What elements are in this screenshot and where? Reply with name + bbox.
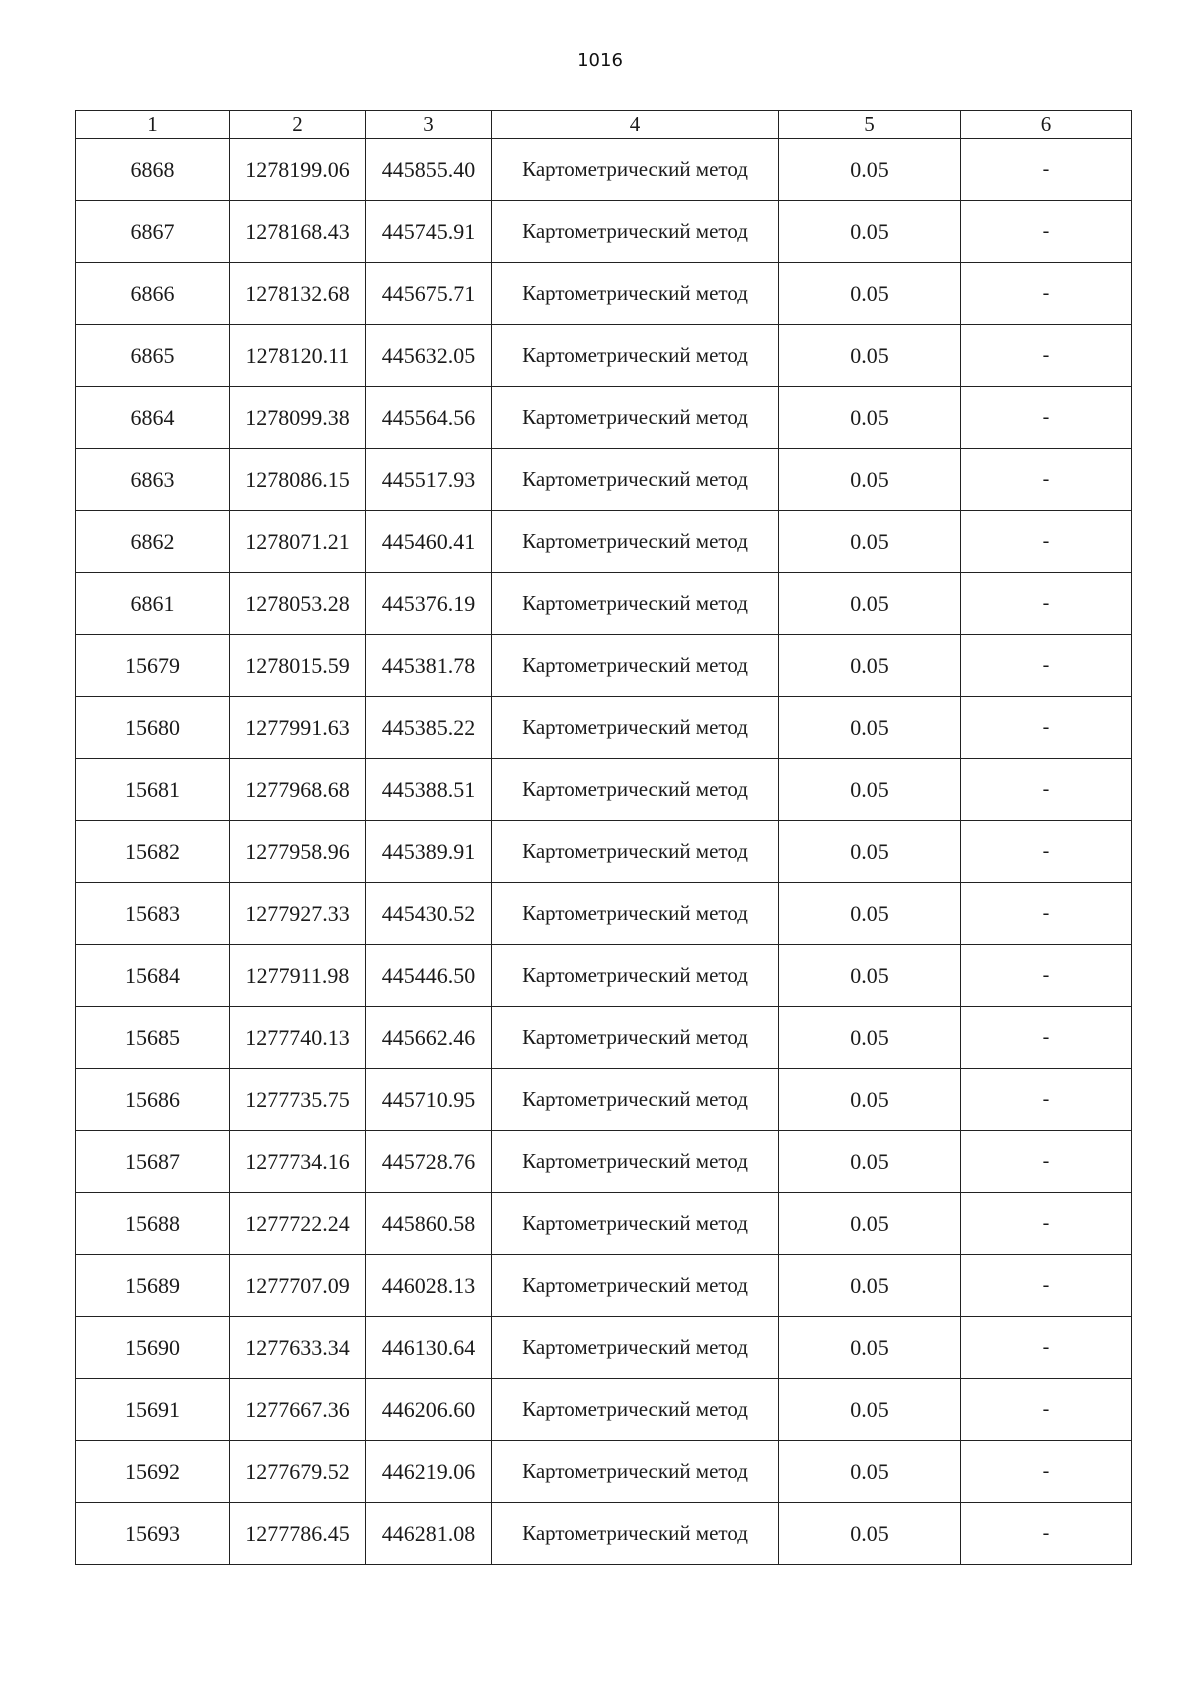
cell-note: - bbox=[961, 449, 1132, 511]
cell-accuracy: 0.05 bbox=[779, 1007, 961, 1069]
cell-accuracy: 0.05 bbox=[779, 1441, 961, 1503]
table-row bbox=[76, 759, 1132, 821]
table-row bbox=[76, 1069, 1132, 1131]
cell-point-number: 15687 bbox=[76, 1131, 230, 1193]
table-row bbox=[76, 573, 1132, 635]
cell-point-number: 6866 bbox=[76, 263, 230, 325]
cell-x-coordinate: 1277927.33 bbox=[230, 883, 366, 945]
cell-x-coordinate: 1278120.11 bbox=[230, 325, 366, 387]
cell-accuracy: 0.05 bbox=[779, 449, 961, 511]
cell-point-number: 15688 bbox=[76, 1193, 230, 1255]
cell-y-coordinate: 445446.50 bbox=[366, 945, 492, 1007]
table-row bbox=[76, 1131, 1132, 1193]
cell-accuracy: 0.05 bbox=[779, 1069, 961, 1131]
cell-method: Картометрический метод bbox=[492, 1379, 779, 1441]
cell-method: Картометрический метод bbox=[492, 1007, 779, 1069]
cell-method: Картометрический метод bbox=[492, 821, 779, 883]
cell-method: Картометрический метод bbox=[492, 1317, 779, 1379]
cell-x-coordinate: 1278099.38 bbox=[230, 387, 366, 449]
cell-y-coordinate: 445860.58 bbox=[366, 1193, 492, 1255]
cell-accuracy: 0.05 bbox=[779, 821, 961, 883]
cell-point-number: 6862 bbox=[76, 511, 230, 573]
cell-y-coordinate: 445745.91 bbox=[366, 201, 492, 263]
cell-accuracy: 0.05 bbox=[779, 1379, 961, 1441]
cell-point-number: 15683 bbox=[76, 883, 230, 945]
table-row bbox=[76, 387, 1132, 449]
cell-note: - bbox=[961, 511, 1132, 573]
table-row bbox=[76, 201, 1132, 263]
column-header-6: 6 bbox=[961, 111, 1132, 139]
cell-note: - bbox=[961, 325, 1132, 387]
cell-method: Картометрический метод bbox=[492, 1441, 779, 1503]
cell-y-coordinate: 445855.40 bbox=[366, 139, 492, 201]
cell-y-coordinate: 446028.13 bbox=[366, 1255, 492, 1317]
cell-note: - bbox=[961, 201, 1132, 263]
cell-point-number: 6868 bbox=[76, 139, 230, 201]
table-row bbox=[76, 511, 1132, 573]
cell-note: - bbox=[961, 139, 1132, 201]
cell-note: - bbox=[961, 387, 1132, 449]
column-header-1: 1 bbox=[76, 111, 230, 139]
cell-point-number: 15689 bbox=[76, 1255, 230, 1317]
cell-x-coordinate: 1277734.16 bbox=[230, 1131, 366, 1193]
cell-point-number: 15681 bbox=[76, 759, 230, 821]
cell-note: - bbox=[961, 821, 1132, 883]
cell-point-number: 15680 bbox=[76, 697, 230, 759]
cell-method: Картометрический метод bbox=[492, 697, 779, 759]
cell-accuracy: 0.05 bbox=[779, 1131, 961, 1193]
cell-point-number: 15679 bbox=[76, 635, 230, 697]
header-row bbox=[76, 111, 1132, 139]
cell-y-coordinate: 445662.46 bbox=[366, 1007, 492, 1069]
cell-accuracy: 0.05 bbox=[779, 573, 961, 635]
cell-y-coordinate: 445728.76 bbox=[366, 1131, 492, 1193]
cell-note: - bbox=[961, 1007, 1132, 1069]
table-row bbox=[76, 1503, 1132, 1565]
cell-accuracy: 0.05 bbox=[779, 945, 961, 1007]
cell-method: Картометрический метод bbox=[492, 1069, 779, 1131]
table-row bbox=[76, 1317, 1132, 1379]
cell-y-coordinate: 445388.51 bbox=[366, 759, 492, 821]
cell-x-coordinate: 1277740.13 bbox=[230, 1007, 366, 1069]
cell-note: - bbox=[961, 1379, 1132, 1441]
table-header bbox=[76, 111, 1132, 139]
page-number: 1016 bbox=[577, 50, 623, 71]
cell-point-number: 15686 bbox=[76, 1069, 230, 1131]
cell-note: - bbox=[961, 697, 1132, 759]
cell-method: Картометрический метод bbox=[492, 201, 779, 263]
cell-x-coordinate: 1278053.28 bbox=[230, 573, 366, 635]
table-row bbox=[76, 697, 1132, 759]
coordinates-table bbox=[75, 110, 1132, 1565]
cell-x-coordinate: 1278168.43 bbox=[230, 201, 366, 263]
table-row bbox=[76, 325, 1132, 387]
cell-method: Картометрический метод bbox=[492, 325, 779, 387]
cell-point-number: 6864 bbox=[76, 387, 230, 449]
cell-x-coordinate: 1277991.63 bbox=[230, 697, 366, 759]
cell-point-number: 15685 bbox=[76, 1007, 230, 1069]
cell-y-coordinate: 445517.93 bbox=[366, 449, 492, 511]
cell-point-number: 15690 bbox=[76, 1317, 230, 1379]
cell-note: - bbox=[961, 1255, 1132, 1317]
cell-accuracy: 0.05 bbox=[779, 325, 961, 387]
cell-accuracy: 0.05 bbox=[779, 883, 961, 945]
cell-method: Картометрический метод bbox=[492, 1255, 779, 1317]
table-row bbox=[76, 635, 1132, 697]
cell-x-coordinate: 1277667.36 bbox=[230, 1379, 366, 1441]
column-header-3: 3 bbox=[366, 111, 492, 139]
cell-note: - bbox=[961, 635, 1132, 697]
cell-method: Картометрический метод bbox=[492, 635, 779, 697]
column-header-5: 5 bbox=[779, 111, 961, 139]
cell-point-number: 6861 bbox=[76, 573, 230, 635]
cell-x-coordinate: 1277633.34 bbox=[230, 1317, 366, 1379]
cell-method: Картометрический метод bbox=[492, 1131, 779, 1193]
table-row bbox=[76, 1379, 1132, 1441]
cell-note: - bbox=[961, 1503, 1132, 1565]
cell-accuracy: 0.05 bbox=[779, 759, 961, 821]
table-row bbox=[76, 1193, 1132, 1255]
cell-point-number: 6867 bbox=[76, 201, 230, 263]
table-row bbox=[76, 263, 1132, 325]
table-row bbox=[76, 139, 1132, 201]
table-row bbox=[76, 883, 1132, 945]
cell-y-coordinate: 445564.56 bbox=[366, 387, 492, 449]
cell-note: - bbox=[961, 1317, 1132, 1379]
cell-accuracy: 0.05 bbox=[779, 201, 961, 263]
cell-method: Картометрический метод bbox=[492, 945, 779, 1007]
cell-method: Картометрический метод bbox=[492, 759, 779, 821]
cell-x-coordinate: 1277958.96 bbox=[230, 821, 366, 883]
cell-x-coordinate: 1277911.98 bbox=[230, 945, 366, 1007]
cell-x-coordinate: 1277679.52 bbox=[230, 1441, 366, 1503]
cell-accuracy: 0.05 bbox=[779, 387, 961, 449]
cell-y-coordinate: 446206.60 bbox=[366, 1379, 492, 1441]
cell-note: - bbox=[961, 759, 1132, 821]
table-row bbox=[76, 449, 1132, 511]
cell-y-coordinate: 446219.06 bbox=[366, 1441, 492, 1503]
cell-x-coordinate: 1278199.06 bbox=[230, 139, 366, 201]
cell-method: Картометрический метод bbox=[492, 883, 779, 945]
cell-x-coordinate: 1277786.45 bbox=[230, 1503, 366, 1565]
cell-accuracy: 0.05 bbox=[779, 1193, 961, 1255]
cell-x-coordinate: 1277968.68 bbox=[230, 759, 366, 821]
cell-y-coordinate: 445710.95 bbox=[366, 1069, 492, 1131]
cell-note: - bbox=[961, 1441, 1132, 1503]
cell-note: - bbox=[961, 1131, 1132, 1193]
cell-x-coordinate: 1278015.59 bbox=[230, 635, 366, 697]
cell-method: Картометрический метод bbox=[492, 139, 779, 201]
column-header-2: 2 bbox=[230, 111, 366, 139]
cell-note: - bbox=[961, 945, 1132, 1007]
cell-x-coordinate: 1277735.75 bbox=[230, 1069, 366, 1131]
cell-method: Картометрический метод bbox=[492, 1193, 779, 1255]
cell-method: Картометрический метод bbox=[492, 449, 779, 511]
cell-accuracy: 0.05 bbox=[779, 139, 961, 201]
table-row bbox=[76, 1255, 1132, 1317]
cell-x-coordinate: 1277707.09 bbox=[230, 1255, 366, 1317]
cell-point-number: 15692 bbox=[76, 1441, 230, 1503]
cell-accuracy: 0.05 bbox=[779, 635, 961, 697]
cell-method: Картометрический метод bbox=[492, 573, 779, 635]
cell-accuracy: 0.05 bbox=[779, 697, 961, 759]
cell-point-number: 15684 bbox=[76, 945, 230, 1007]
cell-y-coordinate: 446281.08 bbox=[366, 1503, 492, 1565]
cell-y-coordinate: 445389.91 bbox=[366, 821, 492, 883]
cell-point-number: 15682 bbox=[76, 821, 230, 883]
cell-x-coordinate: 1278132.68 bbox=[230, 263, 366, 325]
cell-x-coordinate: 1277722.24 bbox=[230, 1193, 366, 1255]
cell-method: Картометрический метод bbox=[492, 511, 779, 573]
cell-point-number: 6865 bbox=[76, 325, 230, 387]
cell-accuracy: 0.05 bbox=[779, 511, 961, 573]
cell-point-number: 15691 bbox=[76, 1379, 230, 1441]
cell-y-coordinate: 445430.52 bbox=[366, 883, 492, 945]
cell-point-number: 15693 bbox=[76, 1503, 230, 1565]
cell-method: Картометрический метод bbox=[492, 387, 779, 449]
cell-method: Картометрический метод bbox=[492, 263, 779, 325]
cell-x-coordinate: 1278086.15 bbox=[230, 449, 366, 511]
cell-method: Картометрический метод bbox=[492, 1503, 779, 1565]
cell-note: - bbox=[961, 573, 1132, 635]
cell-note: - bbox=[961, 1193, 1132, 1255]
cell-y-coordinate: 445632.05 bbox=[366, 325, 492, 387]
cell-x-coordinate: 1278071.21 bbox=[230, 511, 366, 573]
cell-y-coordinate: 445385.22 bbox=[366, 697, 492, 759]
cell-accuracy: 0.05 bbox=[779, 1503, 961, 1565]
cell-accuracy: 0.05 bbox=[779, 263, 961, 325]
table-row bbox=[76, 1441, 1132, 1503]
cell-y-coordinate: 445381.78 bbox=[366, 635, 492, 697]
cell-point-number: 6863 bbox=[76, 449, 230, 511]
table-row bbox=[76, 821, 1132, 883]
cell-y-coordinate: 445675.71 bbox=[366, 263, 492, 325]
table-row bbox=[76, 945, 1132, 1007]
cell-y-coordinate: 445376.19 bbox=[366, 573, 492, 635]
cell-y-coordinate: 445460.41 bbox=[366, 511, 492, 573]
cell-note: - bbox=[961, 263, 1132, 325]
cell-note: - bbox=[961, 883, 1132, 945]
cell-note: - bbox=[961, 1069, 1132, 1131]
cell-accuracy: 0.05 bbox=[779, 1317, 961, 1379]
column-header-4: 4 bbox=[492, 111, 779, 139]
cell-y-coordinate: 446130.64 bbox=[366, 1317, 492, 1379]
cell-accuracy: 0.05 bbox=[779, 1255, 961, 1317]
table-row bbox=[76, 1007, 1132, 1069]
table-body bbox=[76, 139, 1132, 1565]
